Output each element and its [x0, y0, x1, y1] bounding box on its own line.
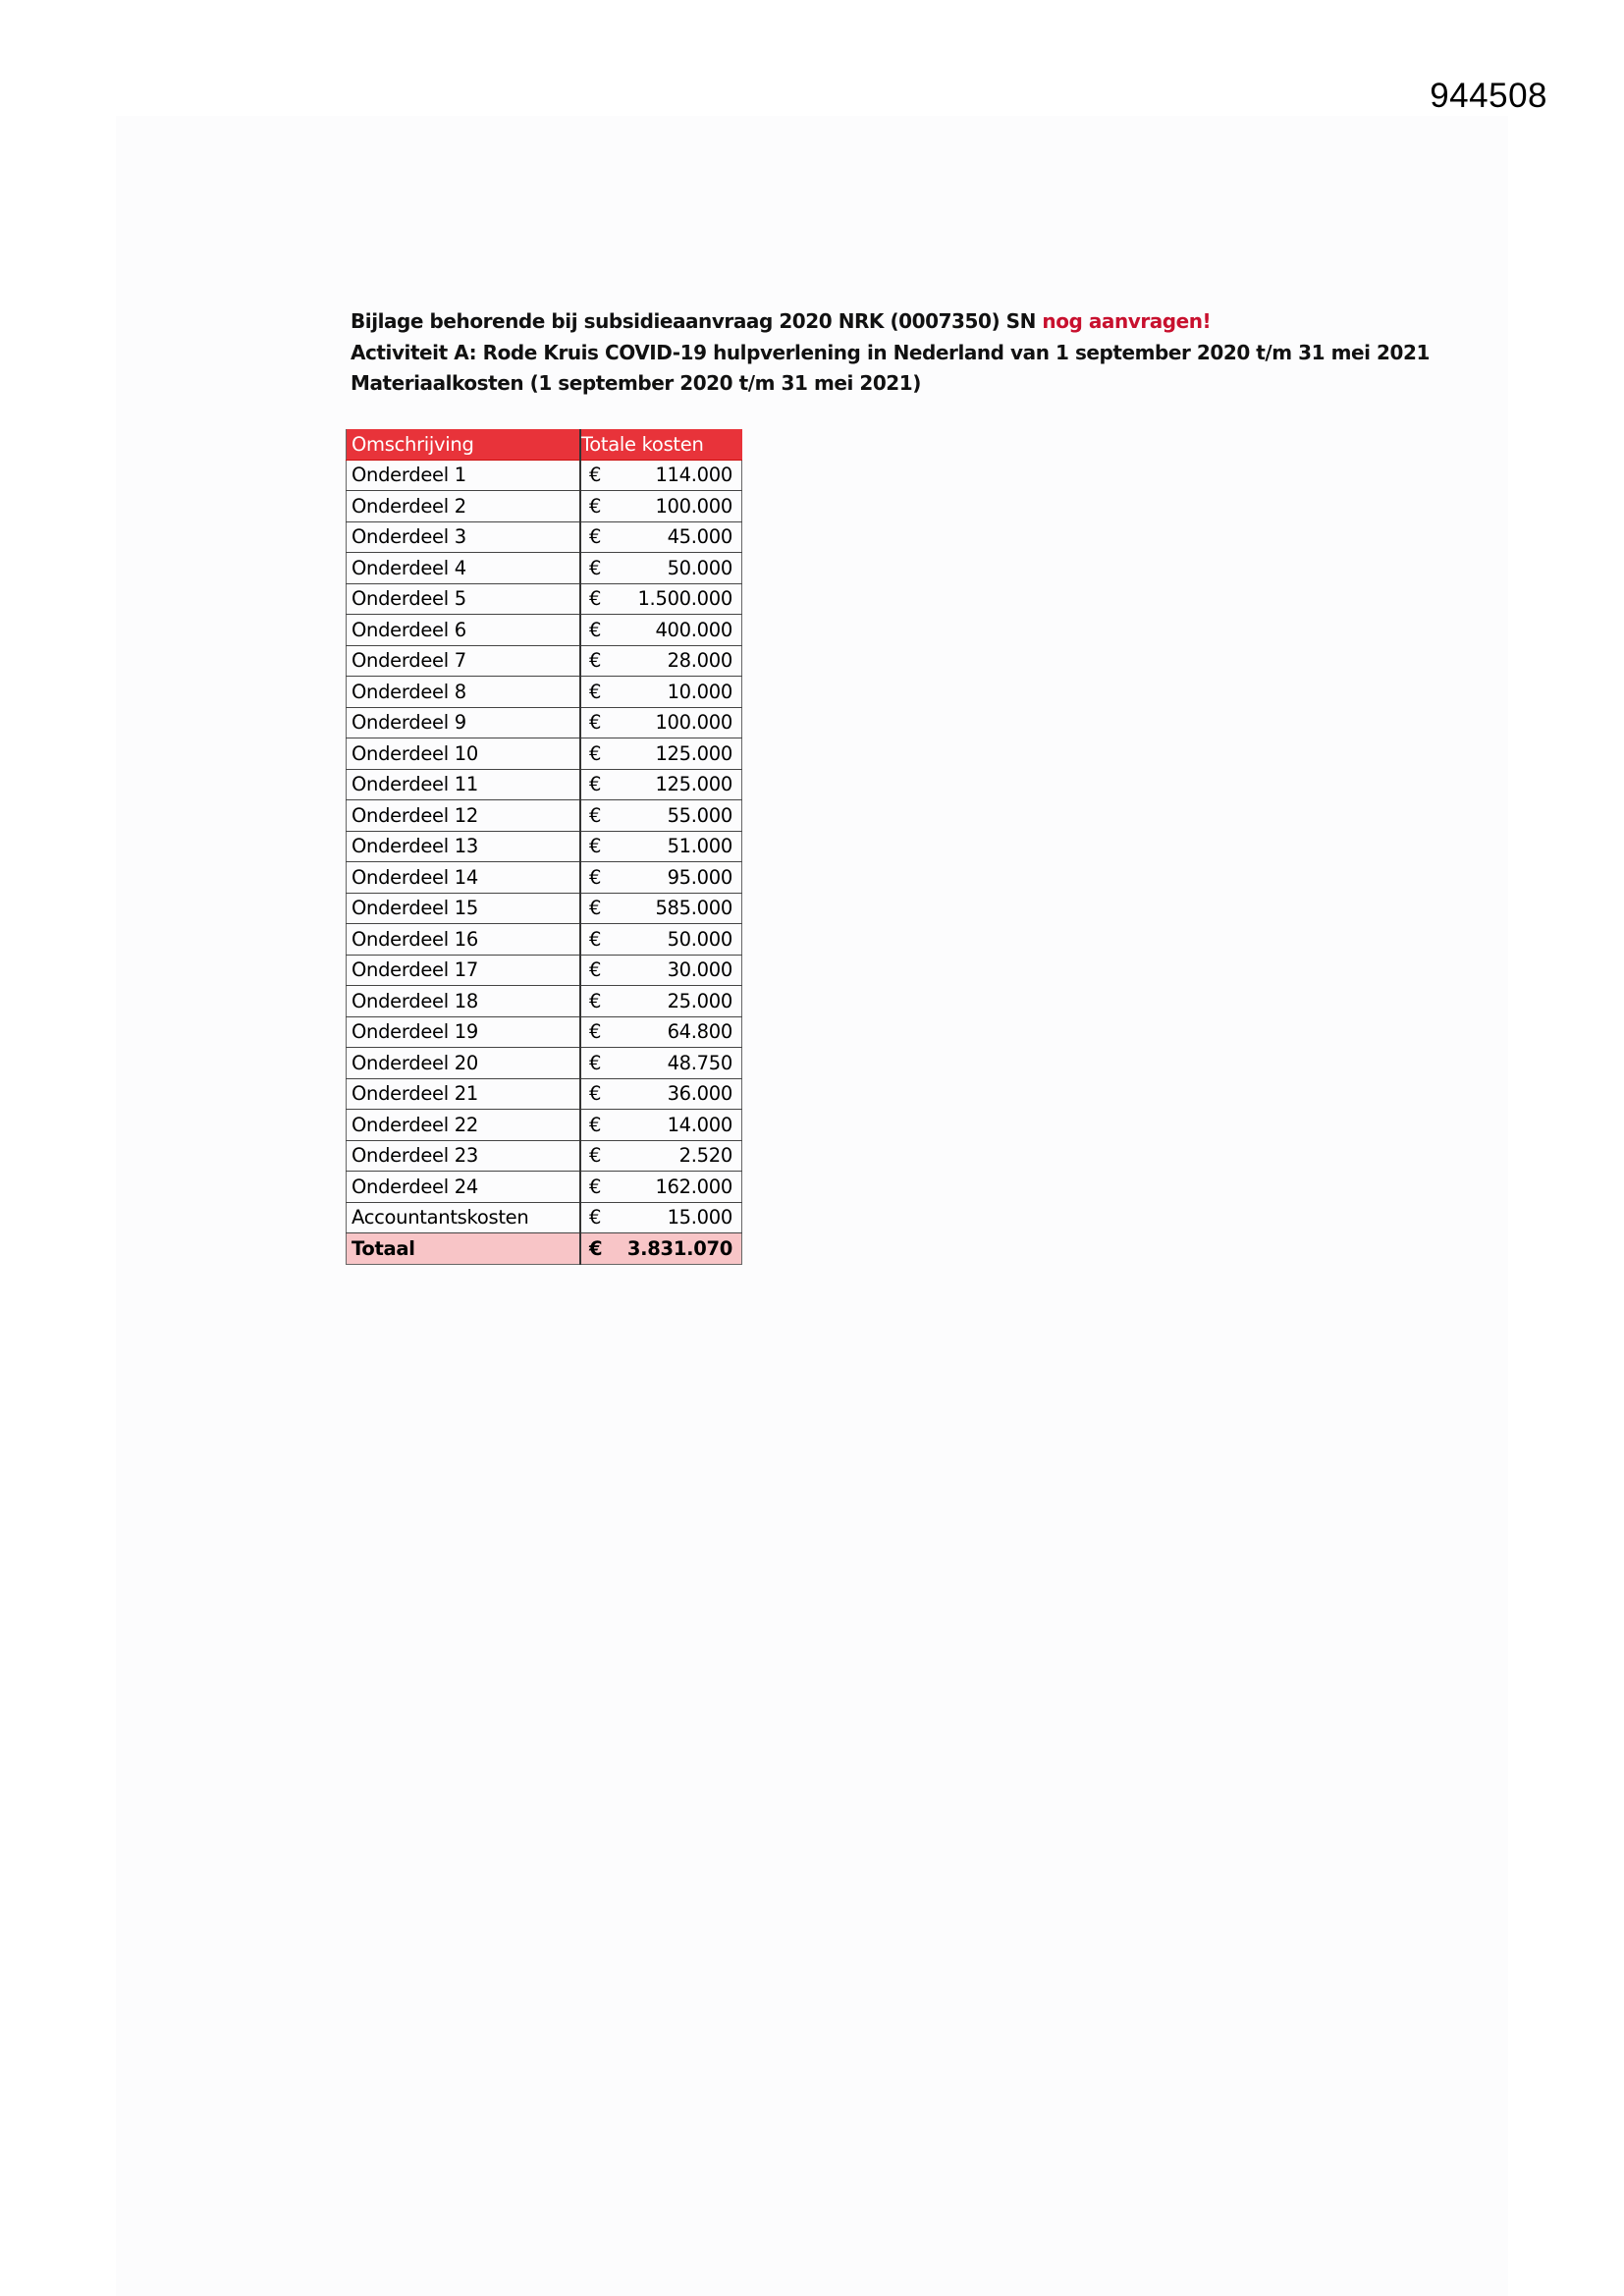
row-value: 55.000 [619, 800, 742, 832]
table-row [347, 677, 742, 708]
table-row [347, 707, 742, 738]
table-row [347, 1140, 742, 1172]
total-value: 3.831.070 [619, 1233, 742, 1265]
row-label: Onderdeel 15 [347, 893, 581, 924]
row-label: Accountantskosten [347, 1202, 581, 1233]
row-currency: € [580, 553, 619, 584]
row-value: 400.000 [619, 615, 742, 646]
row-value: 100.000 [619, 491, 742, 522]
row-currency: € [580, 615, 619, 646]
row-currency: € [580, 769, 619, 800]
row-value: 585.000 [619, 893, 742, 924]
row-label: Onderdeel 5 [347, 583, 581, 615]
row-currency: € [580, 1048, 619, 1079]
row-label: Onderdeel 22 [347, 1110, 581, 1141]
row-currency: € [580, 1140, 619, 1172]
row-currency: € [580, 645, 619, 677]
table-row [347, 553, 742, 584]
row-currency: € [580, 1016, 619, 1048]
row-value: 48.750 [619, 1048, 742, 1079]
row-label: Onderdeel 1 [347, 460, 581, 491]
row-label: Onderdeel 21 [347, 1078, 581, 1110]
row-currency: € [580, 677, 619, 708]
row-value: 15.000 [619, 1202, 742, 1233]
row-currency: € [580, 738, 619, 770]
table-row [347, 738, 742, 770]
row-label: Onderdeel 8 [347, 677, 581, 708]
row-label: Onderdeel 6 [347, 615, 581, 646]
total-row [347, 1233, 742, 1265]
table-row [347, 460, 742, 491]
row-currency: € [580, 831, 619, 862]
header-line-3: Materiaalkosten (1 september 2020 t/m 31 mei 2021) [351, 371, 921, 395]
header-line-2: Activiteit A: Rode Kruis COVID-19 hulpverlening in Nederland van 1 september 2020 t/m 31 mei 2021 [351, 340, 1430, 364]
row-value: 114.000 [619, 460, 742, 491]
table-row [347, 1078, 742, 1110]
row-label: Onderdeel 10 [347, 738, 581, 770]
row-currency: € [580, 460, 619, 491]
attachment-header [351, 306, 1430, 400]
row-currency: € [580, 955, 619, 986]
header-alert-text: nog aanvragen! [1042, 309, 1212, 333]
row-value: 100.000 [619, 707, 742, 738]
row-currency: € [580, 862, 619, 894]
row-currency: € [580, 1078, 619, 1110]
document-number: 944508 [1430, 77, 1547, 115]
row-currency: € [580, 893, 619, 924]
row-value: 28.000 [619, 645, 742, 677]
row-value: 36.000 [619, 1078, 742, 1110]
table-header-row [347, 429, 742, 460]
row-label: Onderdeel 17 [347, 955, 581, 986]
row-currency: € [580, 521, 619, 553]
costs-table [346, 429, 742, 1265]
row-label: Onderdeel 16 [347, 924, 581, 956]
row-label: Onderdeel 20 [347, 1048, 581, 1079]
row-value: 30.000 [619, 955, 742, 986]
row-value: 162.000 [619, 1172, 742, 1203]
row-value: 51.000 [619, 831, 742, 862]
row-currency: € [580, 1110, 619, 1141]
row-currency: € [580, 1172, 619, 1203]
row-value: 125.000 [619, 738, 742, 770]
row-label: Onderdeel 19 [347, 1016, 581, 1048]
table-row [347, 1048, 742, 1079]
table-row [347, 615, 742, 646]
row-value: 45.000 [619, 521, 742, 553]
table-row [347, 1110, 742, 1141]
table-row [347, 491, 742, 522]
total-currency: € [580, 1233, 619, 1265]
row-value: 14.000 [619, 1110, 742, 1141]
row-label: Onderdeel 23 [347, 1140, 581, 1172]
row-value: 50.000 [619, 553, 742, 584]
row-value: 25.000 [619, 986, 742, 1017]
table-row [347, 986, 742, 1017]
row-label: Onderdeel 14 [347, 862, 581, 894]
row-currency: € [580, 583, 619, 615]
table-row [347, 800, 742, 832]
row-value: 1.500.000 [619, 583, 742, 615]
row-value: 2.520 [619, 1140, 742, 1172]
table-row [347, 862, 742, 894]
column-header-total: Totale kosten [580, 429, 742, 460]
table-row [347, 1016, 742, 1048]
row-label: Onderdeel 12 [347, 800, 581, 832]
table-row [347, 1202, 742, 1233]
total-label: Totaal [347, 1233, 581, 1265]
table-row [347, 769, 742, 800]
table-row [347, 893, 742, 924]
table-row [347, 1172, 742, 1203]
cost-rows [347, 460, 742, 1233]
row-currency: € [580, 1202, 619, 1233]
row-currency: € [580, 800, 619, 832]
row-value: 64.800 [619, 1016, 742, 1048]
row-label: Onderdeel 11 [347, 769, 581, 800]
row-value: 125.000 [619, 769, 742, 800]
row-currency: € [580, 707, 619, 738]
table-row [347, 583, 742, 615]
row-value: 95.000 [619, 862, 742, 894]
table-row [347, 521, 742, 553]
row-label: Onderdeel 2 [347, 491, 581, 522]
row-label: Onderdeel 3 [347, 521, 581, 553]
header-line-1-main: Bijlage behorende bij subsidieaanvraag 2020 NRK (0007350) SN [351, 309, 1043, 333]
row-label: Onderdeel 7 [347, 645, 581, 677]
row-label: Onderdeel 18 [347, 986, 581, 1017]
row-currency: € [580, 491, 619, 522]
row-label: Onderdeel 9 [347, 707, 581, 738]
table-row [347, 924, 742, 956]
table-row [347, 645, 742, 677]
table-row [347, 831, 742, 862]
row-currency: € [580, 924, 619, 956]
row-currency: € [580, 986, 619, 1017]
row-label: Onderdeel 13 [347, 831, 581, 862]
row-label: Onderdeel 4 [347, 553, 581, 584]
page-scan-area [116, 116, 1508, 2296]
row-value: 10.000 [619, 677, 742, 708]
row-label: Onderdeel 24 [347, 1172, 581, 1203]
table-row [347, 955, 742, 986]
row-value: 50.000 [619, 924, 742, 956]
header-line-1 [351, 306, 1430, 338]
column-header-description: Omschrijving [347, 429, 581, 460]
